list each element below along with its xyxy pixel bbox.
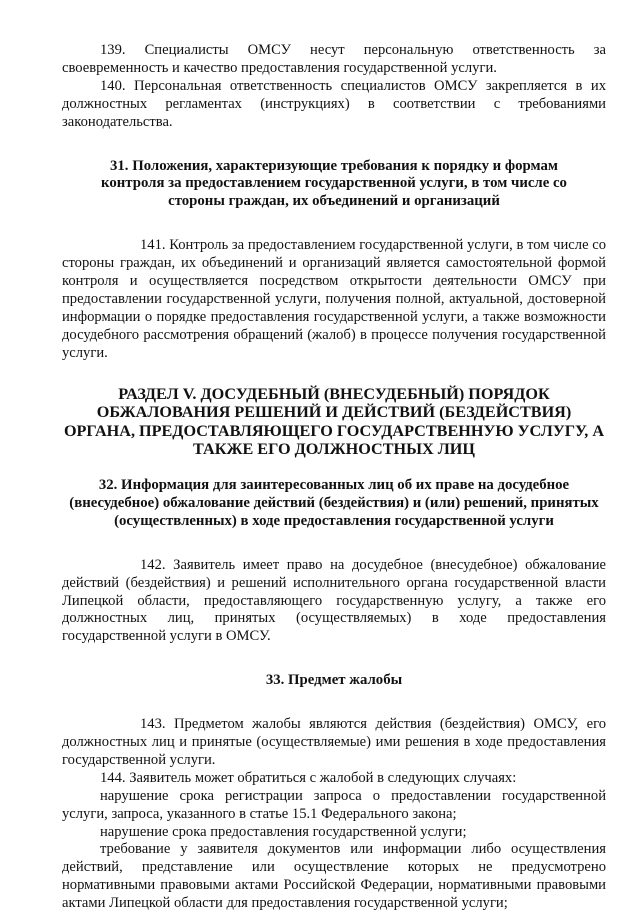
paragraph-142: 142. Заявитель имеет право на досудебное (внесудебное) обжалование действий (бездействия) и решений исполнительного органа государственной власти Липецкой области, предоставляющего государственную услугу, а также его должностных лиц, принятых (осуществляемых) в ходе предоставления государственной услуги в ОМСУ. <box>62 556 606 645</box>
heading-31: 31. Положения, характеризующие требования к порядку и формам контроля за предоставлением государственной услуги, в том числе со стороны граждан, их объединений и организаций <box>101 157 567 210</box>
paragraph-139: 139. Специалисты ОМСУ несут персональную ответственность за своевременность и качество предоставления государственной услуги. <box>62 42 606 76</box>
paragraph-141: 141. Контроль за предоставлением государственной услуги, в том числе со стороны граждан, их объединений и организаций является самостоятельной формой контроля и осуществляется посредством открытости деятельности ОМСУ при предоставлении государственной услуги, получения полной, актуальной, достоверной информации о порядке предоставления государственной услуги, а также возможности досудебного рассмотрения обращений (жалоб) в процессе получения государственной услуги. <box>62 237 606 361</box>
paragraph-143: 143. Предметом жалобы являются действия (бездействия) ОМСУ, его должностных лиц и принятые (осуществляемые) ими решения в ходе предоставления государственной услуги. <box>62 716 606 768</box>
case-service-delay: нарушение срока предоставления государственной услуги; <box>100 823 467 840</box>
heading-32: 32. Информация для заинтересованных лиц об их праве на досудебное (внесудебное) обжалование действий (бездействия) и (или) решений, принятых (осуществленных) в ходе предоставления государственной услуги <box>69 476 599 529</box>
paragraph-140: 140. Персональная ответственность специалистов ОМСУ закрепляется в их должностных регламентах (инструкциях) в соответствии с требованиями законодательства. <box>62 77 606 130</box>
paragraph-144: 144. Заявитель может обратиться с жалобой в следующих случаях: <box>100 769 517 786</box>
case-extra-documents: требование у заявителя документов или информации либо осуществления действий, представление или осуществление которых не предусмотрено нормативными правовыми актами Российской Федерации, нормативными правовыми актами Липецкой области для предоставления государственной услуги; <box>62 841 606 912</box>
case-registration-delay: нарушение срока регистрации запроса о предоставлении государственной услуги, запроса, указанного в статье 15.1 Федерального закона; <box>62 787 606 822</box>
heading-33: 33. Предмет жалобы <box>265 672 403 689</box>
section-5-heading: РАЗДЕЛ V. ДОСУДЕБНЫЙ (ВНЕСУДЕБНЫЙ) ПОРЯДОК ОБЖАЛОВАНИЯ РЕШЕНИЙ И ДЕЙСТВИЙ (БЕЗДЕЙСТВИЯ) ОРГАНА, ПРЕДОСТАВЛЯЮЩЕГО ГОСУДАРСТВЕННУЮ УСЛУГУ, А ТАКЖЕ ЕГО ДОЛЖНОСТНЫХ ЛИЦ <box>63 384 605 459</box>
